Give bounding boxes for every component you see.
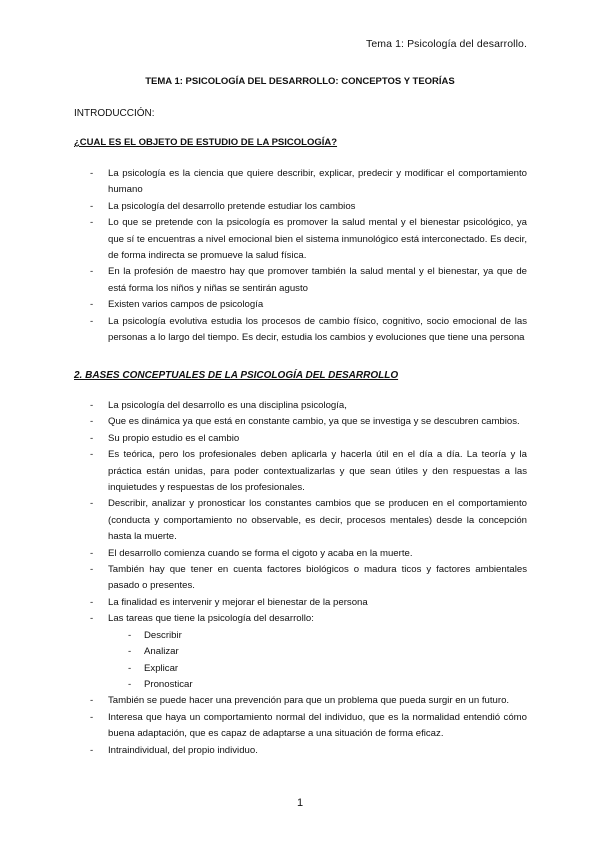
document-title: TEMA 1: PSICOLOGÍA DEL DESARROLLO: CONCEPTOS Y TEORÍAS	[145, 76, 455, 87]
list-item: - Describir, analizar y pronosticar los constantes cambios que se producen en el comportamiento (conducta y comportamiento no observable, es decir, procesos mentales) desde la concepción hasta la muerte.	[90, 496, 527, 545]
sub-list-item: - Describir	[108, 628, 527, 644]
running-header: Tema 1: Psicología del desarrollo.	[366, 38, 527, 50]
introduction-label: INTRODUCCIÓN:	[74, 108, 155, 119]
list-item-tasks	[90, 611, 527, 693]
list-item: - Existen varios campos de psicología	[90, 297, 527, 313]
list-item: - Que es dinámica ya que está en constante cambio, ya que se investiga y se descubren cambios.	[90, 414, 527, 430]
sub-list-item: - Explicar	[108, 661, 527, 677]
section-1-heading: ¿CUAL ES EL OBJETO DE ESTUDIO DE LA PSICOLOGÍA?	[74, 137, 338, 148]
list-item: - También se puede hacer una prevención para que un problema que pueda surgir en un futuro.	[90, 693, 527, 709]
list-item: - La psicología evolutiva estudia los procesos de cambio físico, cognitivo, socio emocional de las personas a lo largo del tiempo. Es decir, estudia los cambios y evoluciones que tiene una persona	[90, 314, 527, 347]
tasks-sublist	[108, 628, 527, 694]
list-item: - La psicología del desarrollo es una disciplina psicología,	[90, 398, 527, 414]
list-item: - En la profesión de maestro hay que promover también la salud mental y el bienestar, ya que de está forma los niños y niñas se sentirán agusto	[90, 264, 527, 297]
section-2-heading: 2. BASES CONCEPTUALES DE LA PSICOLOGÍA DEL DESARROLLO	[74, 370, 399, 381]
list-item: - Lo que se pretende con la psicología es promover la salud mental y el bienestar psicológico, ya que sí te encuentras a nivel emocional bien el sistema inmunológico está interconectado. Es decir, de forma indirecta se promueve la salud física.	[90, 215, 527, 264]
list-item: - El desarrollo comienza cuando se forma el cigoto y acaba en la muerte.	[90, 546, 527, 562]
section-1-list	[90, 166, 527, 346]
sub-list-item: - Pronosticar	[108, 677, 527, 693]
list-item: - La psicología del desarrollo pretende estudiar los cambios	[90, 199, 527, 215]
list-item: - Intraindividual, del propio individuo.	[90, 743, 527, 759]
list-item: - Interesa que haya un comportamiento normal del individuo, que es la normalidad entendió cómo buena adaptación, que es capaz de adaptarse a una situación de forma eficaz.	[90, 710, 527, 743]
sub-list-item: - Analizar	[108, 644, 527, 660]
tasks-intro: Las tareas que tiene la psicología del desarrollo:	[108, 613, 314, 625]
list-item: - La finalidad es intervenir y mejorar el bienestar de la persona	[90, 595, 527, 611]
list-item: - Su propio estudio es el cambio	[90, 431, 527, 447]
list-item: - La psicología es la ciencia que quiere describir, explicar, predecir y modificar el comportamiento humano	[90, 166, 527, 199]
list-item: - Es teórica, pero los profesionales deben aplicarla y hacerla útil en el día a día. La teoría y la práctica están unidas, para poder contextualizarlas y que sean útiles y den respuestas a las inquietudes y respuestas de los profesionales.	[90, 447, 527, 496]
list-item: - También hay que tener en cuenta factores biológicos o madura ticos y factores ambientales pasado o presentes.	[90, 562, 527, 595]
page-number: 1	[296, 797, 304, 809]
section-2-list	[90, 398, 527, 759]
